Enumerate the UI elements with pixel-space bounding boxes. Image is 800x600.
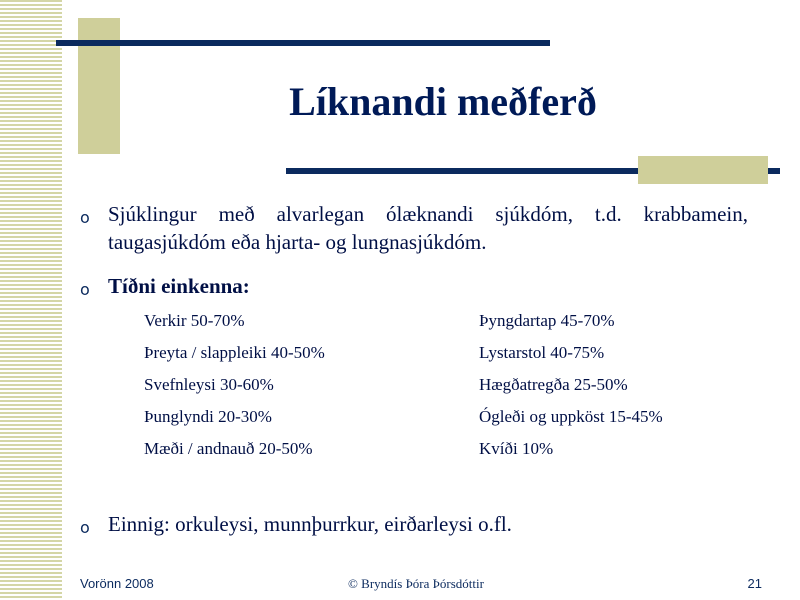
footer-semester: Vorönn 2008 (80, 576, 154, 591)
bullet-text: Sjúklingur með alvarlegan ólæknandi sjúkdóm, t.d. krabbamein, taugasjúkdóm eða hjarta- og lungnasjúkdóm. (108, 202, 748, 254)
symptom-right-3: Hægðatregða 25-50% (479, 375, 628, 394)
bullet-circle-icon: o (80, 208, 90, 227)
footer-copyright: © Bryndís Þóra Þórsdóttir (348, 576, 484, 591)
symptom-right-1: Þyngdartap 45-70% (479, 311, 615, 330)
symptom-left-2: Þreyta / slappleiki 40-50% (144, 343, 325, 362)
symptom-left-5: Mæði / andnauð 20-50% (144, 439, 313, 458)
accent-block-bottom (638, 156, 768, 184)
symptom-right-2: Lystarstol 40-75% (479, 343, 605, 362)
bullet-circle-icon: o (80, 518, 90, 537)
symptom-right-5: Kvíði 10% (479, 439, 554, 458)
symptom-left-3: Svefnleysi 30-60% (144, 375, 274, 394)
bullet-also (80, 510, 720, 540)
bullet-text: Tíðni einkenna: (108, 274, 250, 298)
bullet-circle-icon: o (80, 280, 90, 299)
page-number: 21 (747, 576, 762, 591)
symptom-left-4: Þunglyndi 20-30% (144, 407, 272, 426)
bullet-symptom-frequency (80, 272, 480, 302)
title-rule-top (56, 40, 550, 46)
symptom-left-1: Verkir 50-70% (144, 311, 245, 330)
bullet-text: Einnig: orkuleysi, munnþurrkur, eirðarleysi o.fl. (108, 512, 512, 536)
bullet-patient (80, 200, 748, 260)
symptom-right-4: Ógleði og uppköst 15-45% (479, 407, 663, 426)
slide-title: Líknandi meðferð (289, 79, 597, 124)
